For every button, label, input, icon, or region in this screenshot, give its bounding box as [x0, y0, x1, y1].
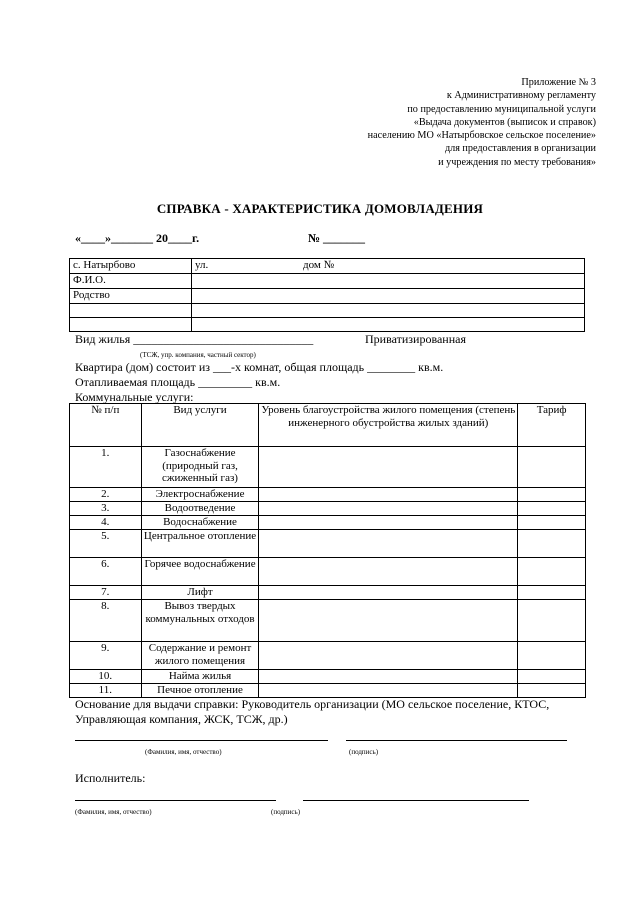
relation-value-cell — [192, 289, 585, 304]
executor-label: Исполнитель: — [75, 771, 146, 785]
row-service: Лифт — [141, 586, 259, 600]
row-num: 4. — [70, 516, 142, 530]
header-level: Уровень благоустройства жилого помещения (степень инженерного обустройства жилых зданий) — [259, 404, 518, 447]
row-num: 10. — [70, 670, 142, 684]
executor-signature-hint: (подпись) — [271, 808, 301, 816]
address-cell — [192, 259, 585, 274]
row-level — [259, 600, 518, 642]
row-level — [259, 684, 518, 698]
row-level — [259, 586, 518, 600]
appendix-line: к Административному регламенту — [446, 90, 596, 102]
row-num: 1. — [70, 447, 142, 488]
row-tariff — [518, 642, 586, 670]
row-service: Водоснабжение — [141, 516, 259, 530]
relation-cell: Родство — [70, 289, 192, 304]
empty-cell — [70, 318, 192, 332]
row-tariff — [518, 488, 586, 502]
appendix-line: населению МО «Натырбовское сельское поселение» — [367, 130, 596, 142]
basis-line-2: Управляющая компания, ЖСК, ТСЖ, др.) — [75, 712, 288, 726]
appendix-line: «Выдача документов (выписок и справок) — [413, 116, 596, 128]
row-num: 2. — [70, 488, 142, 502]
signature-line — [346, 740, 567, 741]
row-service: Водоотведение — [141, 502, 259, 516]
empty-cell — [70, 304, 192, 318]
fio-value-cell — [192, 274, 585, 289]
village-cell: с. Натырбово — [70, 259, 192, 274]
fio-cell: Ф.И.О. — [70, 274, 192, 289]
row-level — [259, 488, 518, 502]
row-service: Электроснабжение — [141, 488, 259, 502]
row-tariff — [518, 530, 586, 558]
row-num: 5. — [70, 530, 142, 558]
row-service: Печное отопление — [141, 684, 259, 698]
document-title: СПРАВКА - ХАРАКТЕРИСТИКА ДОМОВЛАДЕНИЯ — [156, 201, 484, 216]
row-tariff — [518, 516, 586, 530]
row-level — [259, 670, 518, 684]
appendix-header — [368, 76, 596, 169]
basis-line-1: Основание для выдачи справки: Руководитель организации (МО сельское поселение, КТОС, — [75, 697, 550, 711]
executor-signature-line — [303, 800, 529, 801]
row-num: 9. — [70, 642, 142, 670]
utilities-label: Коммунальные услуги: — [75, 390, 194, 404]
appendix-line: для предоставления в организации — [444, 143, 596, 155]
row-service: Вывоз твердых коммунальных отходов — [141, 600, 259, 642]
executor-name-hint: (Фамилия, имя, отчество) — [75, 808, 152, 816]
row-num: 8. — [70, 600, 142, 642]
header-service: Вид услуги — [141, 404, 259, 447]
header-tariff: Тариф — [518, 404, 586, 447]
header-num: № п/п — [70, 404, 142, 447]
row-tariff — [518, 670, 586, 684]
date-field: «____»_______ 20____г. — [75, 231, 200, 245]
row-level — [259, 516, 518, 530]
house-label: дом № — [303, 259, 335, 271]
signature-hint: (подпись) — [349, 748, 379, 756]
row-service: Найма жилья — [141, 670, 259, 684]
row-num: 11. — [70, 684, 142, 698]
row-num: 7. — [70, 586, 142, 600]
row-tariff — [518, 447, 586, 488]
appendix-line: по предоставлению муниципальной услуги — [407, 103, 596, 115]
row-tariff — [518, 600, 586, 642]
housing-type-label: Вид жилья ______________________________ — [75, 332, 314, 346]
empty-cell — [192, 318, 585, 332]
appendix-line: Приложение № 3 — [521, 77, 596, 88]
row-num: 3. — [70, 502, 142, 516]
row-service: Содержание и ремонт жилого помещения — [141, 642, 259, 670]
row-level — [259, 642, 518, 670]
row-tariff — [518, 558, 586, 586]
appendix-line: и учреждения по месту требования» — [438, 156, 596, 168]
row-level — [259, 447, 518, 488]
row-tariff — [518, 502, 586, 516]
apartment-line: Квартира (дом) состоит из ___-х комнат, общая площадь ________ кв.м. — [75, 360, 444, 374]
row-service: Центральное отопление — [141, 530, 259, 558]
street-label: ул. — [195, 259, 209, 271]
row-level — [259, 502, 518, 516]
heated-area-line: Отапливаемая площадь _________ кв.м. — [75, 375, 281, 389]
row-tariff — [518, 586, 586, 600]
privatized-label: Приватизированная — [365, 332, 466, 346]
row-num: 6. — [70, 558, 142, 586]
housing-type-hint: (ТСЖ, упр. компания, частный сектор) — [140, 351, 256, 359]
empty-cell — [192, 304, 585, 318]
name-signature-line — [75, 740, 328, 741]
number-field: № _______ — [308, 231, 366, 245]
name-hint: (Фамилия, имя, отчество) — [145, 748, 222, 756]
info-table — [69, 258, 585, 332]
row-service: Газоснабжение (природный газ, сжиженный газ) — [141, 447, 259, 488]
row-level — [259, 558, 518, 586]
row-level — [259, 530, 518, 558]
services-table — [69, 403, 586, 698]
executor-name-line — [75, 800, 276, 801]
row-service: Горячее водоснабжение — [141, 558, 259, 586]
row-tariff — [518, 684, 586, 698]
